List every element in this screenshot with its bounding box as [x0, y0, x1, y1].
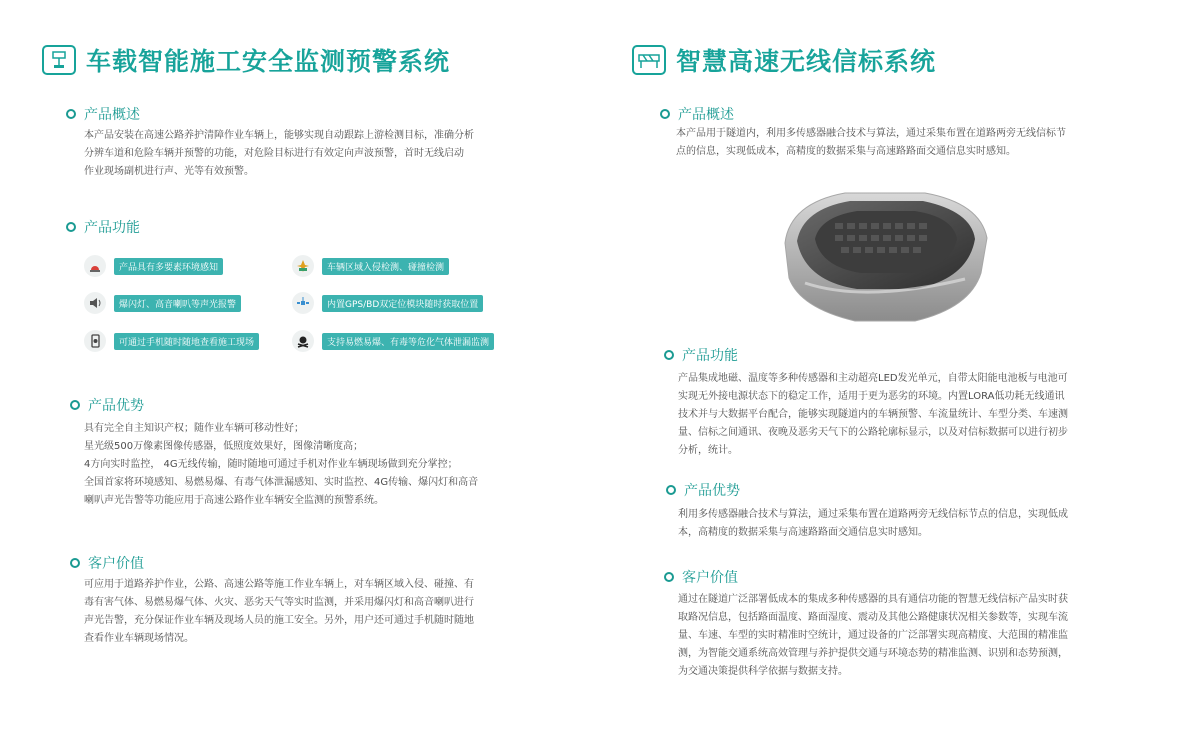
text-line: 为交通决策提供科学依据与数据支持。	[678, 666, 848, 677]
bullet-dot	[664, 350, 674, 360]
right-title	[632, 42, 936, 78]
text-line: 本产品安装在高速公路养护清障作业车辆上，能够实现自动跟踪上游检测目标，准确分析	[84, 130, 474, 141]
siren-icon	[84, 255, 106, 277]
text-line: 利用多传感器融合技术与算法，通过采集布置在道路两旁无线信标节点的信息，实现低成	[678, 509, 1068, 520]
right-functions-text	[678, 370, 1068, 460]
heading-text: 产品功能	[84, 220, 140, 236]
text-line: 测，为智能交通系统高效管理与养护提供交通与环境态势的精准监测、识别和态势预测，	[678, 648, 1068, 659]
heading-text: 产品概述	[678, 107, 734, 123]
heading-text: 产品功能	[682, 348, 738, 364]
text-line: 分辨车道和危险车辆并预警的功能，对危险目标进行有效定向声波预警，首时无线启动	[84, 148, 464, 159]
text-line: 本产品用于隧道内，利用多传感器融合技术与算法，通过采集布置在道路两旁无线信标节	[676, 128, 1066, 139]
feature-item	[292, 330, 494, 352]
text-line: 取路况信息，包括路面温度、路面湿度、震动及其他公路健康状况相关参数等，实现车流	[678, 612, 1068, 623]
text-line: 喇叭声光告警等功能应用于高速公路作业车辆安全监测的预警系统。	[84, 495, 384, 506]
feature-item	[292, 255, 449, 277]
left-title	[42, 42, 450, 78]
left-overview-text	[84, 127, 474, 181]
text-line: 量、信标之间通讯、夜晚及恶劣天气下的公路轮廓标显示，以及对信标数据可以进行初步	[678, 427, 1068, 438]
left-value-text	[84, 576, 474, 648]
text-line: 查看作业车辆现场情况。	[84, 633, 194, 644]
right-advantages-text	[678, 506, 1068, 542]
feature-label: 车辆区域入侵检测、碰撞检测	[322, 258, 449, 275]
left-functions-heading	[66, 217, 140, 237]
right-value-text	[678, 591, 1068, 681]
text-line: 本，高精度的数据采集与高速路路面交通信息实时感知。	[678, 527, 928, 538]
feature-label: 支持易燃易爆、有毒等危化气体泄漏监测	[322, 333, 494, 350]
road-barrier-icon	[632, 45, 666, 75]
text-line: 分析，统计。	[678, 445, 738, 456]
left-overview-heading	[66, 104, 140, 124]
bullet-dot	[66, 109, 76, 119]
right-overview-heading	[660, 104, 734, 124]
feature-item	[84, 255, 223, 277]
left-advantages-heading	[70, 395, 144, 415]
text-line: 声光告警，充分保证作业车辆及现场人员的施工安全。另外，用户还可通过手机随时随地	[84, 615, 474, 626]
feature-label: 内置GPS/BD双定位模块随时获取位置	[322, 295, 483, 312]
left-value-heading	[70, 553, 144, 573]
bullet-dot	[70, 400, 80, 410]
feature-item	[292, 292, 483, 314]
text-line: 全国首家将环境感知、易燃易爆、有毒气体泄漏感知、实时监控、4G传输、爆闪灯和高音	[84, 477, 479, 488]
heading-text: 产品优势	[88, 398, 144, 414]
heading-text: 客户价值	[682, 570, 738, 586]
bullet-dot	[70, 558, 80, 568]
bullet-dot	[664, 572, 674, 582]
phone-icon	[84, 330, 106, 352]
vehicle-collision-icon	[292, 255, 314, 277]
toxic-skull-icon	[292, 330, 314, 352]
heading-text: 产品优势	[684, 483, 740, 499]
speaker-icon	[84, 292, 106, 314]
feature-label: 爆闪灯、高音喇叭等声光报警	[114, 295, 241, 312]
feature-label: 产品具有多要素环境感知	[114, 258, 223, 275]
bullet-dot	[660, 109, 670, 119]
right-value-heading	[664, 567, 738, 587]
right-overview-text	[676, 125, 1066, 161]
text-line: 星光级500万像素图像传感器，低照度效果好，图像清晰度高；	[84, 441, 364, 452]
text-line: 毒有害气体、易燃易爆气体、火灾、恶劣天气等实时监测，并采用爆闪灯和高音喇叭进行	[84, 597, 474, 608]
bullet-dot	[666, 485, 676, 495]
text-line: 作业现场副机进行声、光等有效预警。	[84, 166, 254, 177]
bullet-dot	[66, 222, 76, 232]
left-title-text: 车载智能施工安全监测预警系统	[86, 47, 451, 76]
satellite-icon	[292, 292, 314, 314]
wireless-beacon-image	[775, 183, 995, 328]
text-line: 技术并与大数据平台配合，能够实现隧道内的车辆预警、车流量统计、车型分类、车速测	[678, 409, 1068, 420]
feature-item	[84, 330, 259, 352]
construction-sign-icon	[42, 45, 76, 75]
heading-text: 产品概述	[84, 107, 140, 123]
left-advantages-text	[84, 420, 478, 510]
right-advantages-heading	[666, 480, 740, 500]
heading-text: 客户价值	[88, 556, 144, 572]
text-line: 具有完全自主知识产权；随作业车辆可移动性好；	[84, 423, 304, 434]
text-line: 量、车速、车型的实时精准时空统计，通过设备的广泛部署实现高精度、大范围的精准监	[678, 630, 1068, 641]
right-title-text: 智慧高速无线信标系统	[676, 47, 937, 76]
text-line: 通过在隧道广泛部署低成本的集成多种传感器的具有通信功能的智慧无线信标产品实时获	[678, 594, 1068, 605]
text-line: 产品集成地磁、温度等多种传感器和主动超亮LED发光单元，自带太阳能电池板与电池可	[678, 373, 1068, 384]
text-line: 点的信息，实现低成本，高精度的数据采集与高速路路面交通信息实时感知。	[676, 146, 1016, 157]
text-line: 4方向实时监控， 4G无线传输，随时随地可通过手机对作业车辆现场做到充分掌控；	[84, 459, 458, 470]
feature-item	[84, 292, 241, 314]
feature-label: 可通过手机随时随地查看施工现场	[114, 333, 259, 350]
text-line: 可应用于道路养护作业，公路、高速公路等施工作业车辆上，对车辆区域入侵、碰撞、有	[84, 579, 474, 590]
right-functions-heading	[664, 345, 738, 365]
text-line: 实现无外接电源状态下的稳定工作，适用于更为恶劣的环境。内置LORA低功耗无线通讯	[678, 391, 1065, 402]
